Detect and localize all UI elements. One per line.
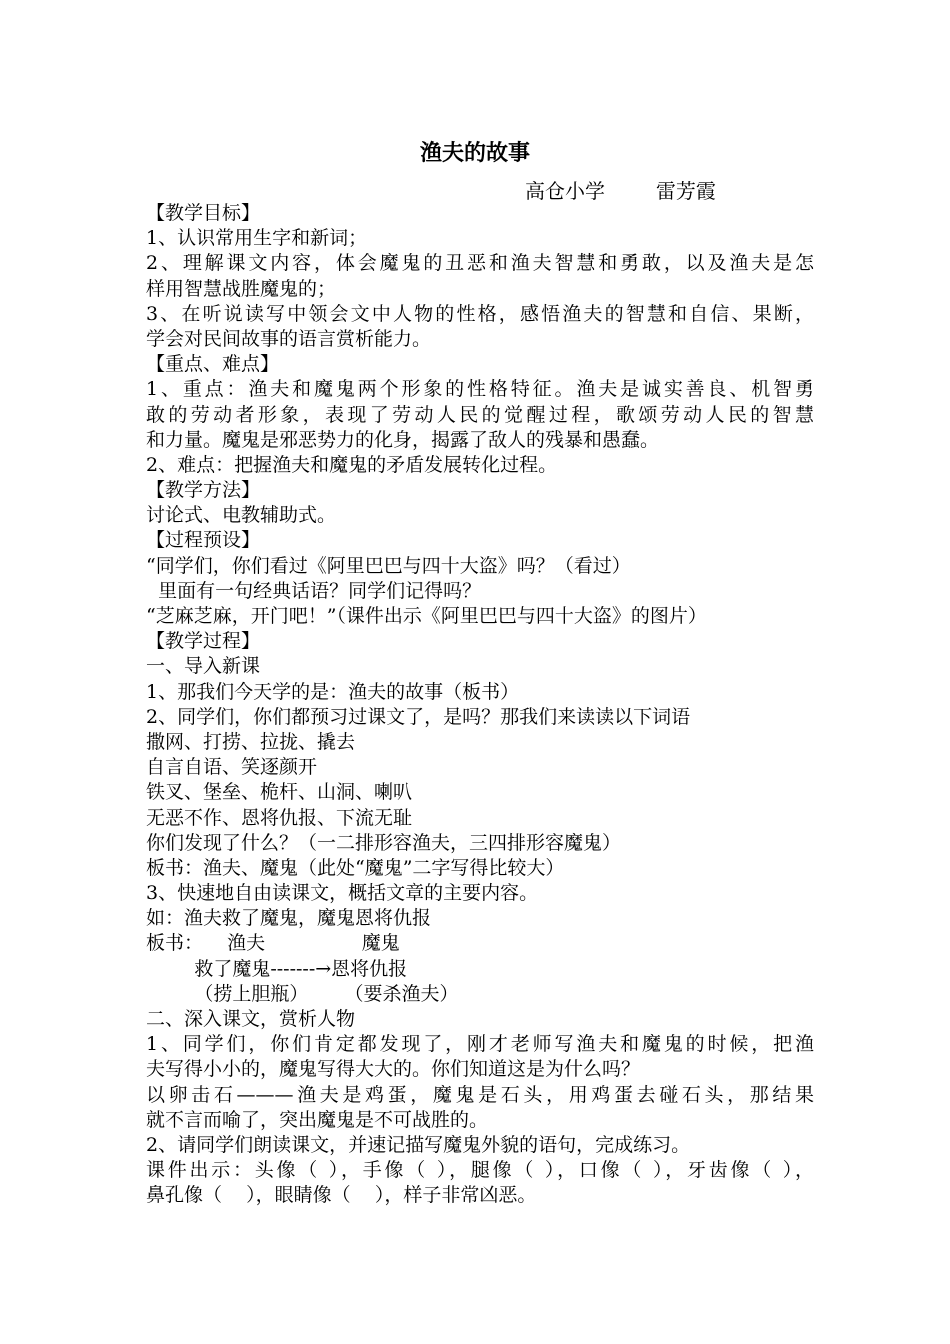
- text-line: 无恶不作、恩将仇报、下流无耻: [146, 806, 413, 829]
- board-writing-arrow-line: 救了魔鬼-------→恩将仇报: [146, 957, 408, 980]
- text-line: 夫写得小小的，魔鬼写得大大的。你们知道这是为什么吗？: [146, 1058, 641, 1081]
- text-line: 讨论式、电教辅助式。: [146, 504, 337, 527]
- text-line: 2、请同学们朗读课文，并速记描写魔鬼外貌的语句，完成练习。: [146, 1133, 691, 1156]
- text-line: 样用智慧战胜魔鬼的；: [146, 277, 337, 300]
- board-writing-line: （捞上胆瓶） （要杀渔夫）: [146, 982, 459, 1005]
- text-line: 3、快速地自由读课文，概括文章的主要内容。: [146, 882, 539, 905]
- text-line: 里面有一句经典话语？同学们记得吗？: [146, 579, 482, 602]
- text-line: “同学们，你们看过《阿里巴巴与四十大盗》吗？（看过）: [146, 554, 631, 577]
- text-line: 2、难点：把握渔夫和魔鬼的矛盾发展转化过程。: [146, 453, 558, 476]
- heading-objectives: 【教学目标】: [146, 202, 261, 224]
- text-line: 如：渔夫救了魔鬼，魔鬼恩将仇报: [146, 907, 432, 930]
- text-line: 就不言而喻了，突出魔鬼是不可战胜的。: [146, 1108, 489, 1131]
- heading-presets: 【过程预设】: [146, 529, 261, 552]
- text-line: “芝麻芝麻，开门吧！”（课件出示《阿里巴巴与四十大盗》的图片）: [146, 605, 707, 627]
- text-line: 一、导入新课: [146, 655, 261, 678]
- text-line: 板书：渔夫、魔鬼（此处“魔鬼”二字写得比较大）: [146, 856, 565, 879]
- document-title: 渔夫的故事: [419, 141, 530, 166]
- text-line: 以卵击石———渔夫是鸡蛋，魔鬼是石头，用鸡蛋去碰石头，那结果: [146, 1083, 814, 1106]
- text-line: 敢的劳动者形象，表现了劳动人民的觉醒过程，歌颂劳动人民的智慧: [146, 403, 814, 426]
- exercise-line: 课件出示：头像（ ），手像（ ），腿像（ ），口像（ ），牙齿像（ ），: [146, 1159, 814, 1182]
- text-line: 2、理解课文内容，体会魔鬼的丑恶和渔夫智慧和勇敢，以及渔夫是怎: [146, 252, 814, 275]
- heading-methods: 【教学方法】: [146, 479, 261, 502]
- text-line: 学会对民间故事的语言赏析能力。: [146, 327, 432, 350]
- text-line: 你们发现了什么？（一二排形容渔夫，三四排形容魔鬼）: [146, 831, 622, 854]
- text-line: 1、重点：渔夫和魔鬼两个形象的性格特征。渔夫是诚实善良、机智勇: [146, 378, 814, 401]
- text-line: 1、认识常用生字和新词；: [146, 227, 368, 250]
- board-writing-line: 板书： 渔夫 魔鬼: [146, 932, 400, 955]
- exercise-line: 鼻孔像（ ），眼睛像（ ），样子非常凶恶。: [146, 1184, 537, 1207]
- author-line: 高仓小学 雷芳霞: [525, 179, 716, 203]
- text-line: 1、那我们今天学的是：渔夫的故事（板书）: [146, 680, 520, 703]
- text-line: 2、同学们，你们都预习过课文了，是吗？那我们来读读以下词语: [146, 705, 691, 728]
- text-line: 二、深入课文，赏析人物: [146, 1008, 356, 1030]
- text-line: 3、在听说读写中领会文中人物的性格，感悟渔夫的智慧和自信、果断，: [146, 302, 814, 325]
- heading-key-points: 【重点、难点】: [146, 353, 280, 376]
- document-body: [146, 201, 814, 1209]
- text-line: 和力量。魔鬼是邪恶势力的化身，揭露了敌人的残暴和愚蠢。: [146, 428, 660, 451]
- text-line: 自言自语、笑逐颜开: [146, 756, 318, 779]
- text-line: 1、同学们，你们肯定都发现了，刚才老师写渔夫和魔鬼的时候，把渔: [146, 1033, 814, 1056]
- text-line: 铁叉、堡垒、桅杆、山洞、喇叭: [146, 781, 413, 804]
- heading-process: 【教学过程】: [146, 630, 261, 653]
- text-line: 撒网、打捞、拉拢、撬去: [146, 730, 356, 753]
